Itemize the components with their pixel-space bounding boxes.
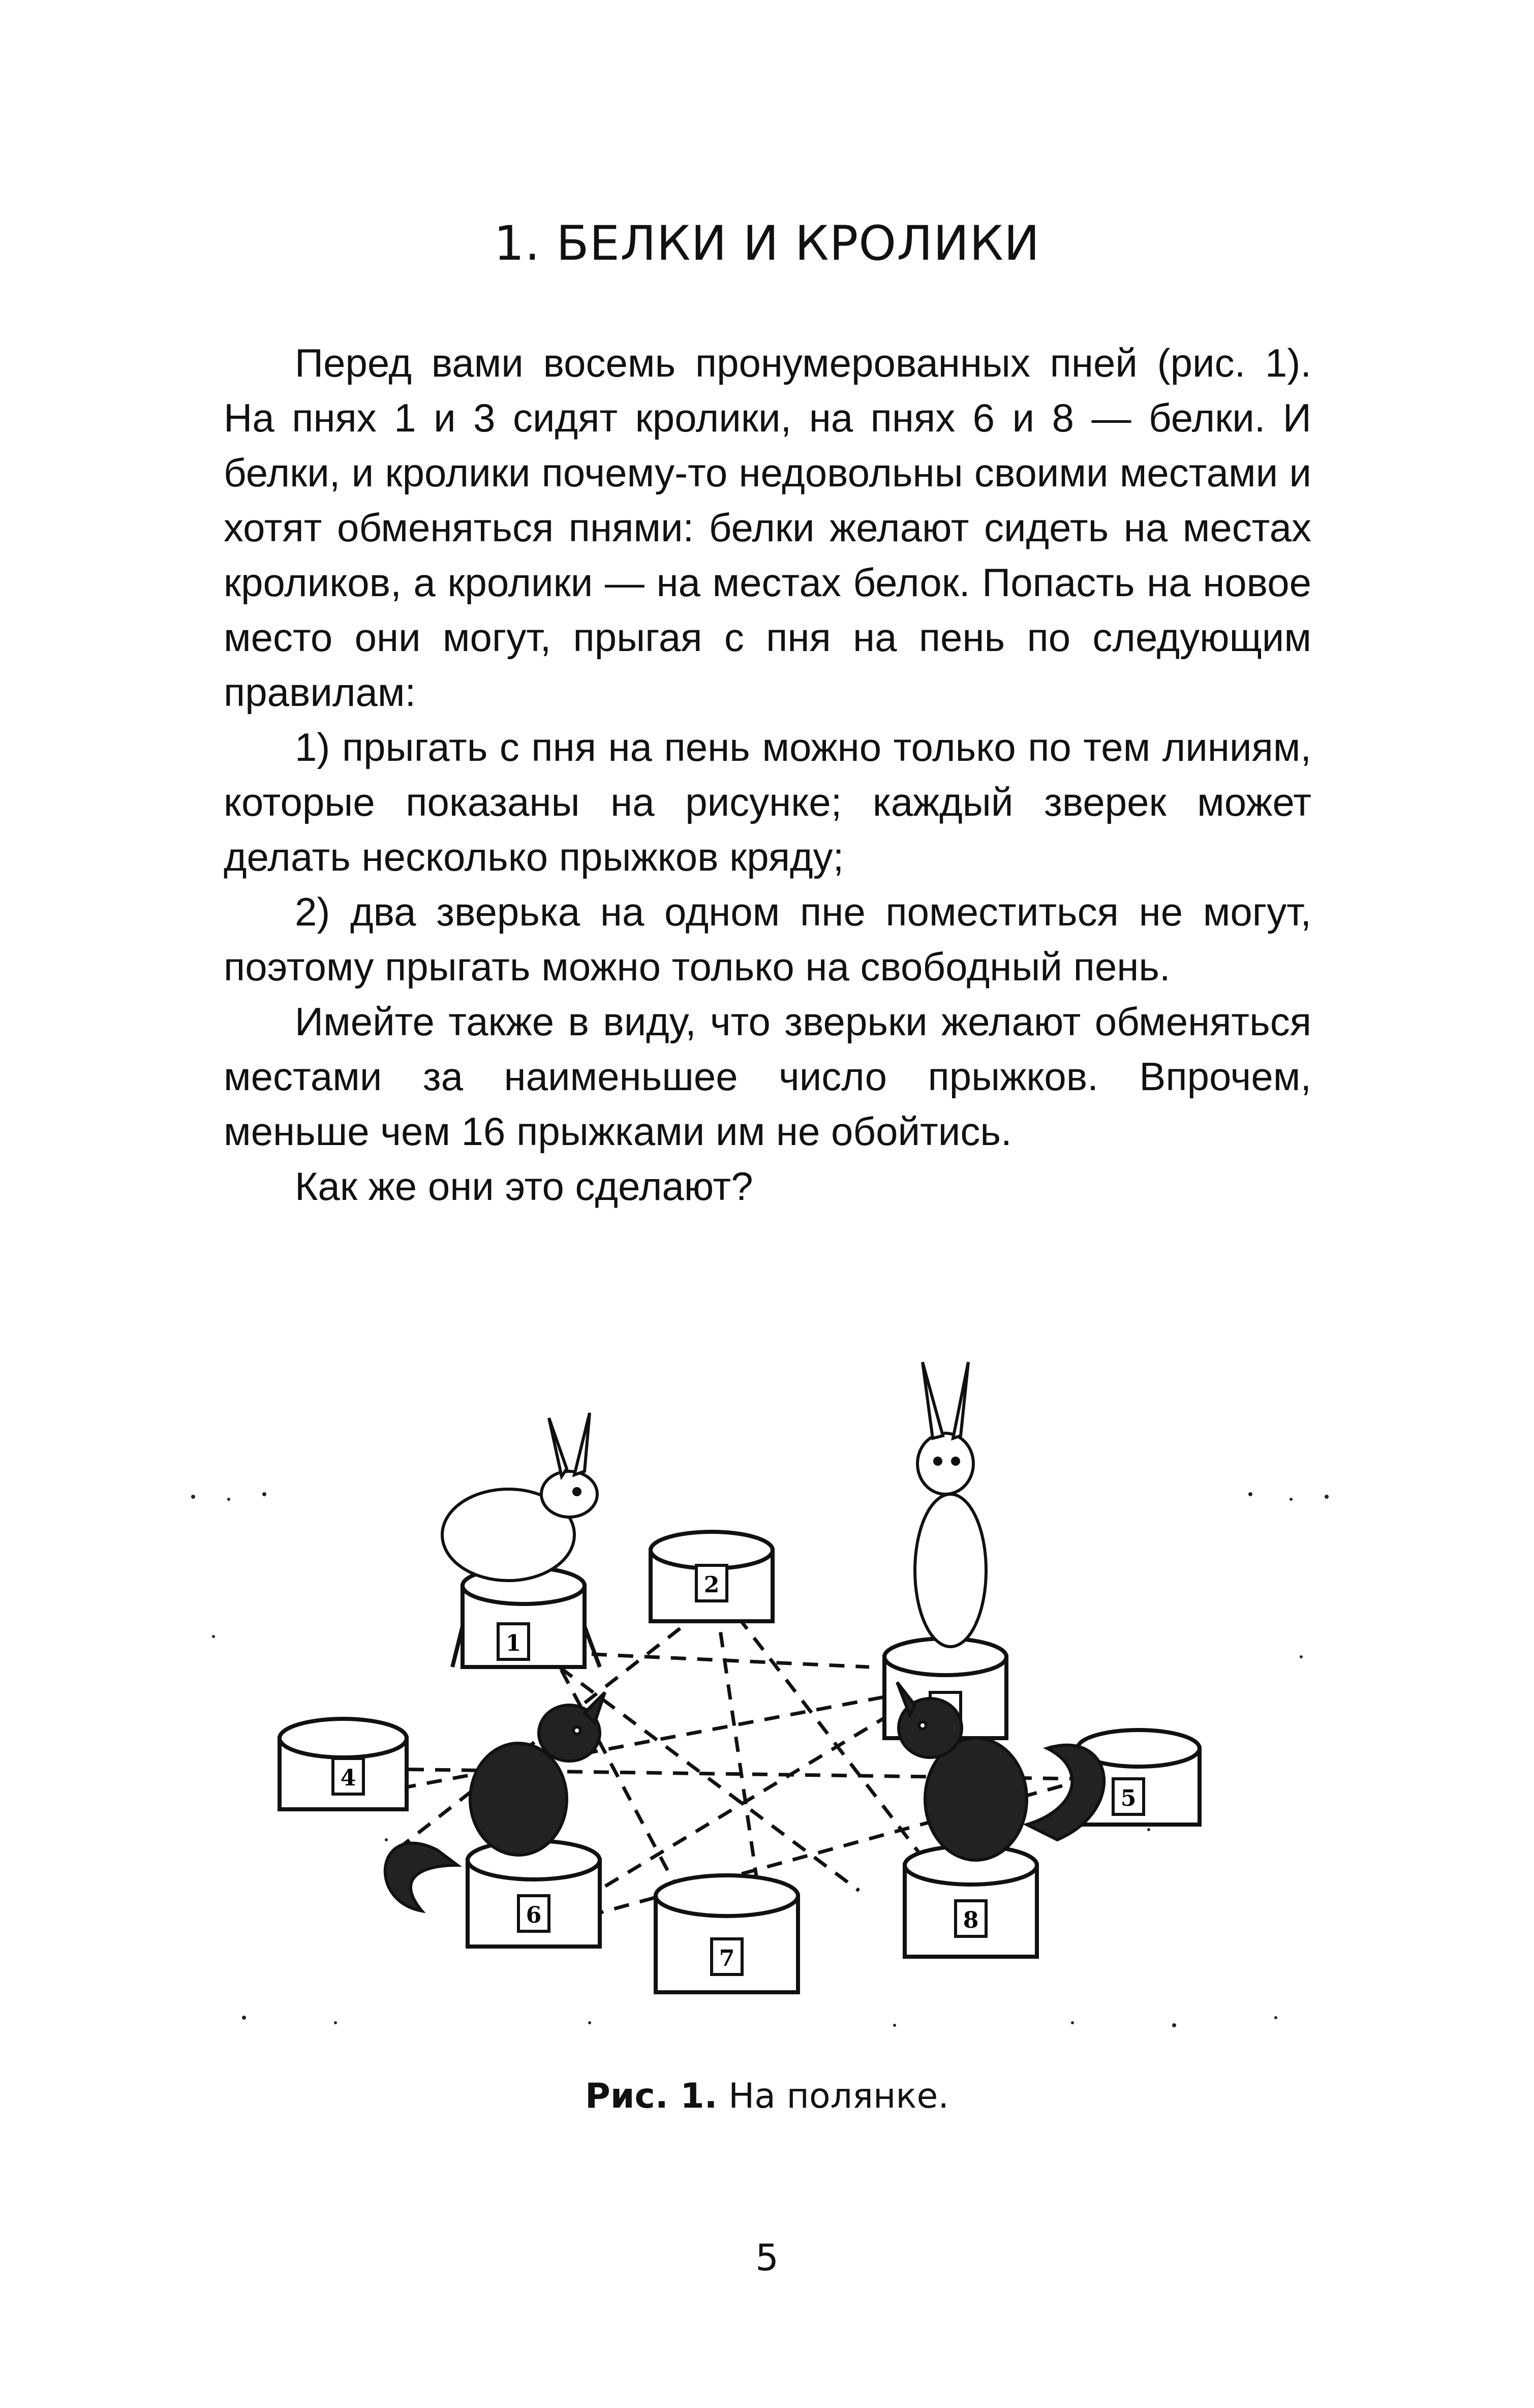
caption-text: На полянке. bbox=[717, 2076, 949, 2116]
paragraph-5-text: Как же они это сделают? bbox=[295, 1164, 753, 1209]
stump-label-7: 7 bbox=[719, 1946, 735, 1971]
stump-label-6: 6 bbox=[526, 1902, 542, 1928]
clearing-illustration bbox=[183, 1342, 1352, 2063]
rabbit-1-icon bbox=[442, 1413, 597, 1581]
figure-clearing bbox=[183, 1342, 1352, 2063]
page-number: 5 bbox=[755, 2236, 779, 2279]
paragraph-2 bbox=[224, 720, 1311, 884]
paragraph-5 bbox=[224, 1159, 1311, 1214]
paragraph-3 bbox=[224, 884, 1311, 994]
body-text bbox=[224, 335, 1311, 1214]
stump-label-1: 1 bbox=[505, 1630, 521, 1656]
stump-2 bbox=[651, 1532, 773, 1621]
stump-1 bbox=[452, 1567, 600, 1667]
caption-prefix: Рис. 1. bbox=[585, 2076, 718, 2116]
stump-6 bbox=[468, 1841, 600, 1947]
rabbit-3-icon bbox=[915, 1362, 986, 1647]
paragraph-4 bbox=[224, 994, 1311, 1159]
stump-label-8: 8 bbox=[963, 1907, 979, 1933]
paragraph-2-text: 1) прыгать с пня на пень можно только по тем линиям, которые показаны на рисунке; каждый зверек может делать несколько прыжков кряду; bbox=[224, 725, 1311, 879]
stump-4 bbox=[280, 1719, 407, 1809]
stump-7 bbox=[656, 1875, 798, 1992]
stump-8 bbox=[905, 1846, 1037, 1957]
paragraph-1 bbox=[224, 335, 1311, 720]
paragraph-4-text: Имейте также в виду, что зверьки желают обменяться местами за наименьшее число прыжков. Впрочем, меньше чем 16 прыжками им не обойтись. bbox=[224, 999, 1311, 1154]
paragraph-1-text: Перед вами восемь пронумерованных пней (рис. 1). На пнях 1 и 3 сидят кролики, на пнях 6 и 8 — белки. И белки, и кролики почему-то недовольны своими местами и хотят обменяться пнями: белки желают сидеть на местах кроликов, а кролики — на местах белок. Попасть на новое место они могут, прыгая с пня на пень по следующим правилам: bbox=[224, 341, 1311, 715]
stump-label-4: 4 bbox=[340, 1765, 356, 1791]
paragraph-3-text: 2) два зверька на одном пне поместиться не могут, поэтому прыгать можно только на свободный пень. bbox=[224, 889, 1311, 989]
chapter-title: 1. БЕЛКИ И КРОЛИКИ bbox=[494, 216, 1040, 271]
figure-caption bbox=[0, 2076, 1534, 2116]
stump-label-2: 2 bbox=[703, 1572, 720, 1598]
stump-label-5: 5 bbox=[1120, 1785, 1137, 1811]
